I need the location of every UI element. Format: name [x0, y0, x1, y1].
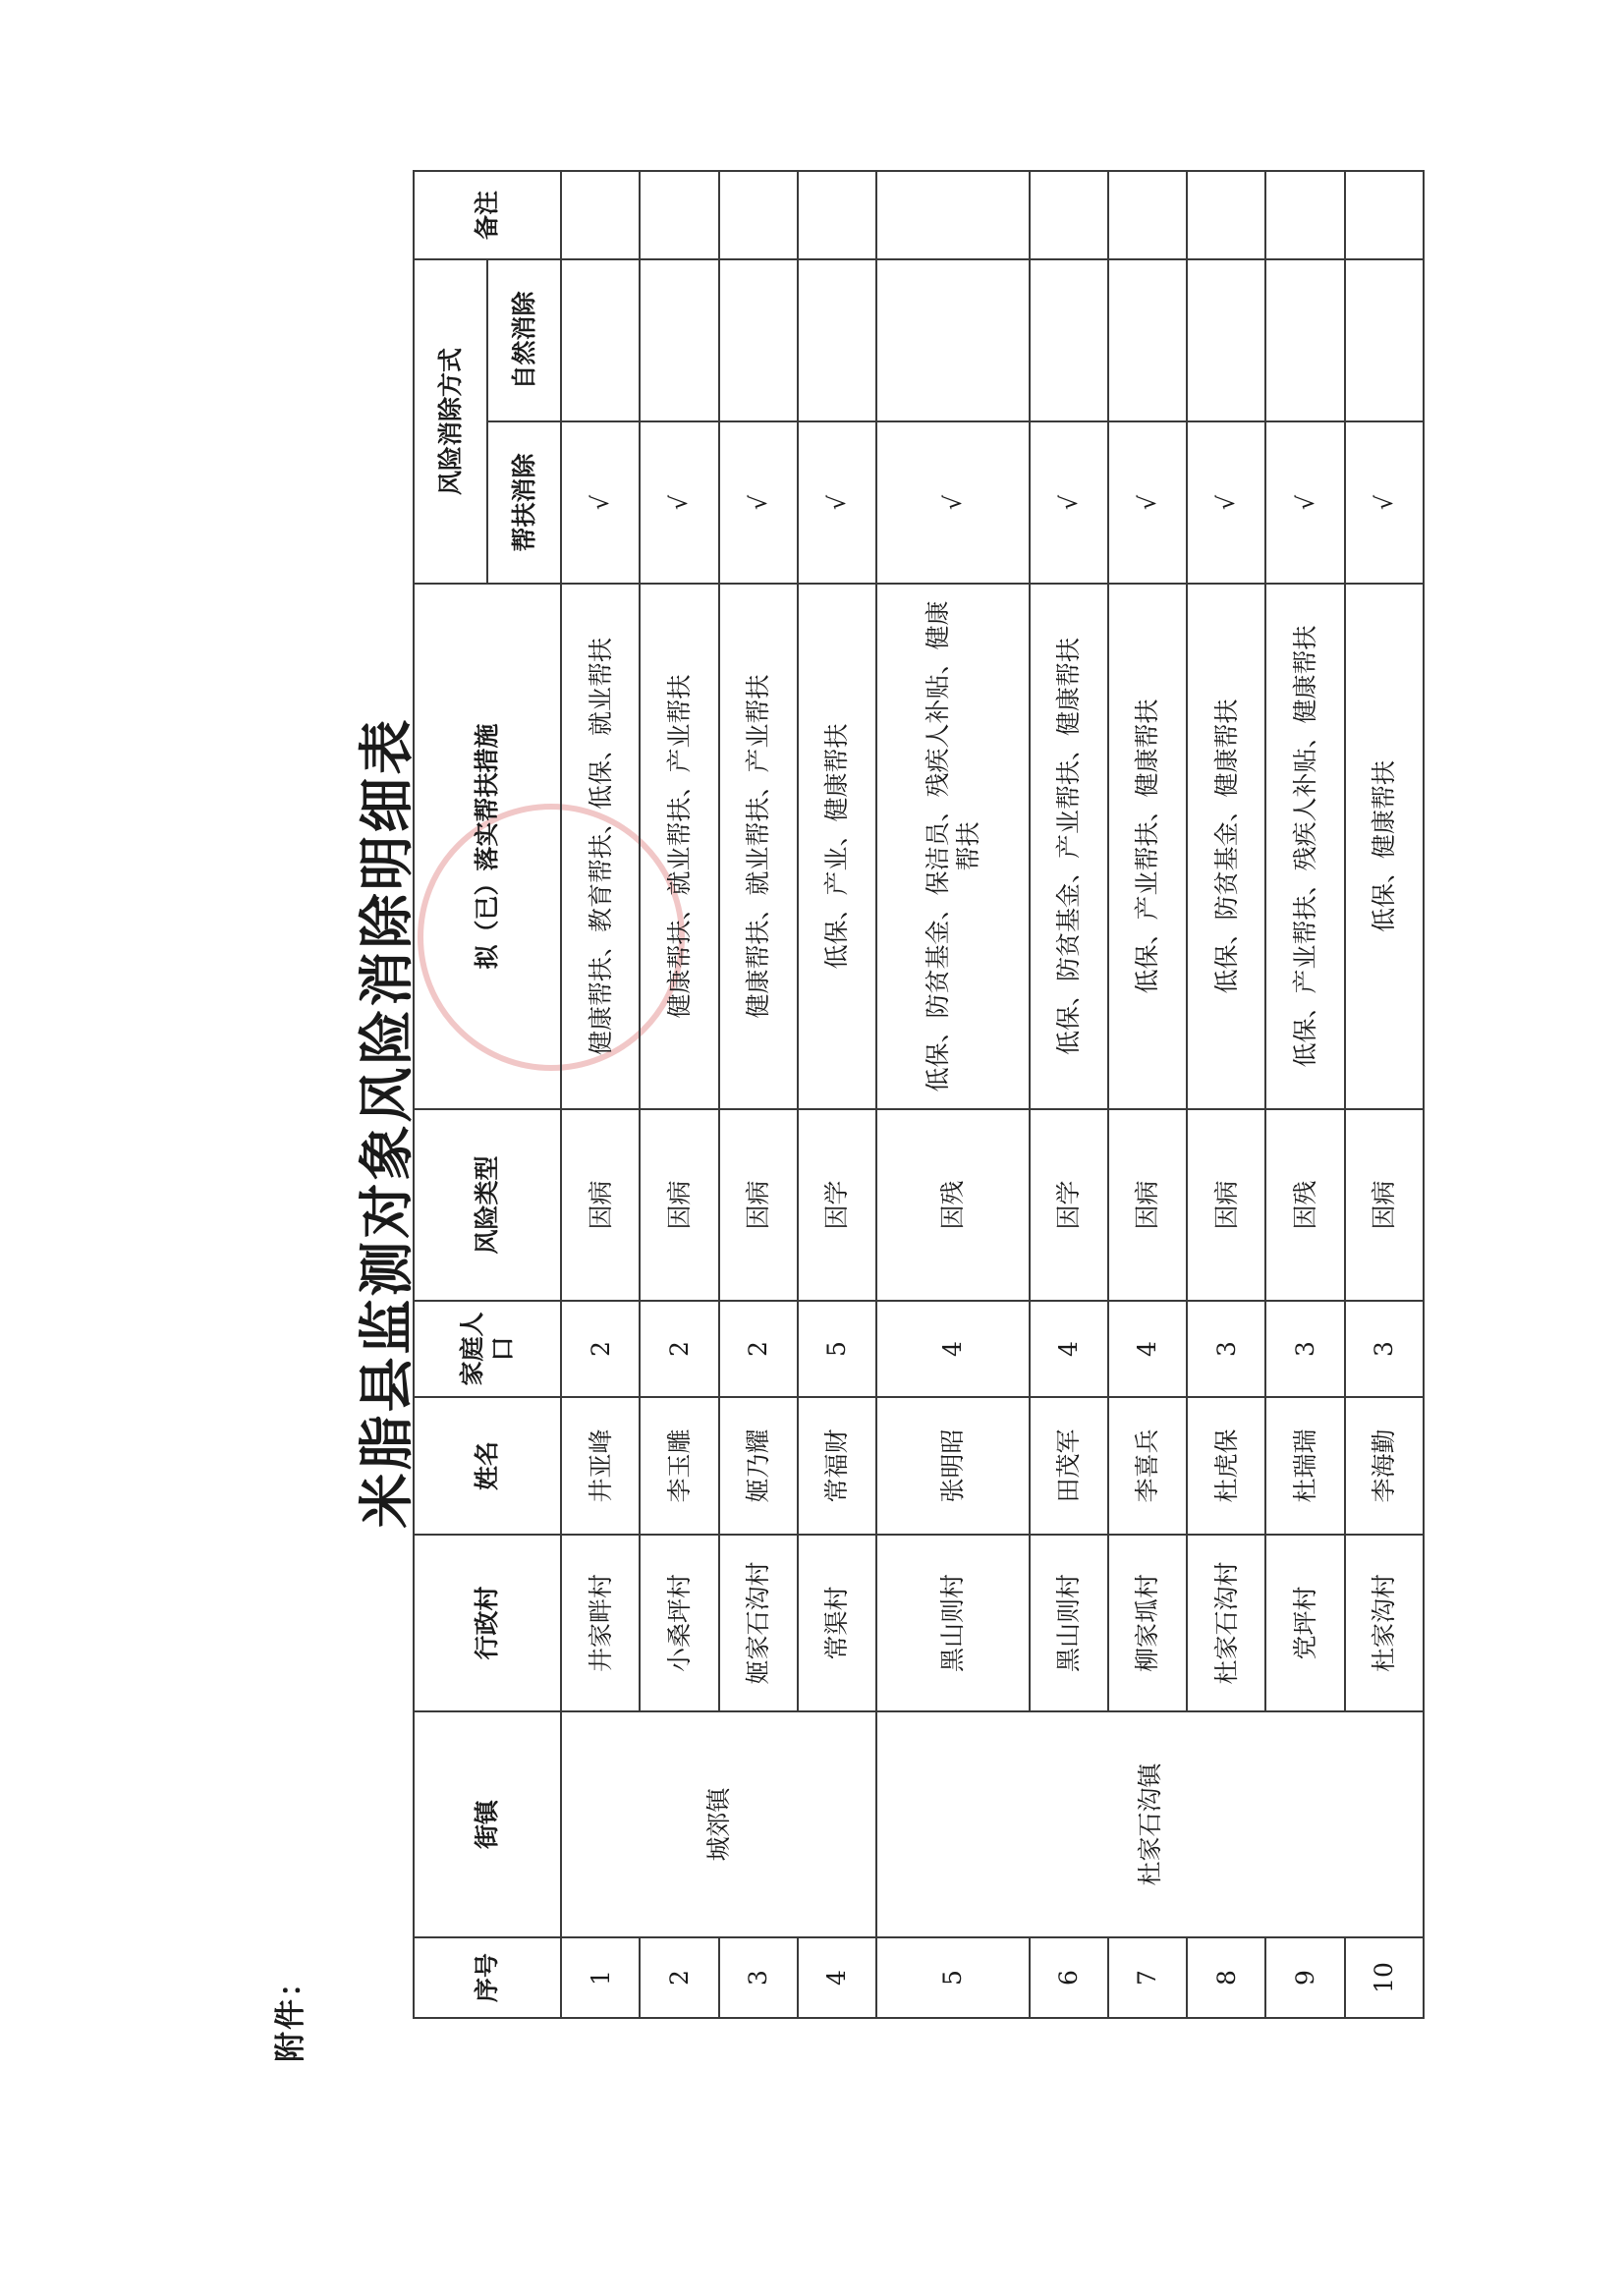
measures-cell: 健康帮扶、教育帮扶、低保、就业帮扶	[561, 584, 640, 1109]
village-cell: 井家畔村	[561, 1535, 640, 1711]
natural-check-cell	[640, 259, 718, 421]
assist-check-cell: √	[876, 421, 1030, 584]
measures-cell: 健康帮扶、就业帮扶、产业帮扶	[640, 584, 718, 1109]
measures-cell: 低保、防贫基金、产业帮扶、健康帮扶	[1030, 584, 1108, 1109]
header-seq: 序号	[414, 1937, 561, 2018]
header-family-size: 家庭人口	[414, 1301, 561, 1397]
assist-check-cell: √	[1030, 421, 1108, 584]
village-cell: 常渠村	[798, 1535, 876, 1711]
risk-type-cell: 因病	[561, 1109, 640, 1301]
family-size-cell: 2	[640, 1301, 718, 1397]
risk-elimination-table	[413, 170, 1425, 2019]
family-size-cell: 4	[876, 1301, 1030, 1397]
assist-check-cell: √	[1265, 421, 1344, 584]
table-body	[561, 171, 1424, 2018]
remark-cell	[1345, 171, 1424, 259]
risk-type-cell: 因病	[1108, 1109, 1187, 1301]
measures-cell: 低保、防贫基金、健康帮扶	[1187, 584, 1265, 1109]
assist-check-cell: √	[1345, 421, 1424, 584]
remark-cell	[876, 171, 1030, 259]
town-cell: 杜家石沟镇	[876, 1711, 1424, 1937]
village-cell: 柳家坬村	[1108, 1535, 1187, 1711]
family-size-cell: 2	[719, 1301, 798, 1397]
remark-cell	[1265, 171, 1344, 259]
name-cell: 李海勤	[1345, 1397, 1424, 1535]
measures-cell: 低保、健康帮扶	[1345, 584, 1424, 1109]
name-cell: 张明昭	[876, 1397, 1030, 1535]
risk-type-cell: 因学	[798, 1109, 876, 1301]
seq-cell: 10	[1345, 1937, 1424, 2018]
header-risk-type: 风险类型	[414, 1109, 561, 1301]
measures-cell: 低保、产业帮扶、残疾人补贴、健康帮扶	[1265, 584, 1344, 1109]
natural-check-cell	[1345, 259, 1424, 421]
measures-cell: 低保、产业帮扶、健康帮扶	[1108, 584, 1187, 1109]
risk-type-cell: 因病	[719, 1109, 798, 1301]
header-elimination-method: 风险消除方式	[414, 259, 487, 584]
measures-cell: 低保、产业、健康帮扶	[798, 584, 876, 1109]
seq-cell: 8	[1187, 1937, 1265, 2018]
remark-cell	[719, 171, 798, 259]
remark-cell	[640, 171, 718, 259]
document-sheet	[246, 123, 1464, 2088]
seq-cell: 5	[876, 1937, 1030, 2018]
attachment-label: 附件：	[273, 1965, 308, 2062]
risk-type-cell: 因病	[640, 1109, 718, 1301]
natural-check-cell	[1108, 259, 1187, 421]
village-cell: 小桑坪村	[640, 1535, 718, 1711]
measures-cell: 健康帮扶、就业帮扶、产业帮扶	[719, 584, 798, 1109]
town-cell: 城郊镇	[561, 1711, 876, 1937]
seq-cell: 2	[640, 1937, 718, 2018]
risk-type-cell: 因学	[1030, 1109, 1108, 1301]
page-title: 米脂县监测对象风险消除明细表	[356, 716, 420, 1529]
header-name: 姓名	[414, 1397, 561, 1535]
header-village: 行政村	[414, 1535, 561, 1711]
natural-check-cell	[1265, 259, 1344, 421]
assist-check-cell: √	[1108, 421, 1187, 584]
family-size-cell: 2	[561, 1301, 640, 1397]
risk-type-cell: 因残	[1265, 1109, 1344, 1301]
header-remark: 备注	[414, 171, 561, 259]
assist-check-cell: √	[640, 421, 718, 584]
family-size-cell: 4	[1108, 1301, 1187, 1397]
seq-cell: 7	[1108, 1937, 1187, 2018]
risk-type-cell: 因残	[876, 1109, 1030, 1301]
natural-check-cell	[719, 259, 798, 421]
seq-cell: 3	[719, 1937, 798, 2018]
natural-check-cell	[876, 259, 1030, 421]
name-cell: 田茂军	[1030, 1397, 1108, 1535]
assist-check-cell: √	[1187, 421, 1265, 584]
family-size-cell: 4	[1030, 1301, 1108, 1397]
seq-cell: 6	[1030, 1937, 1108, 2018]
name-cell: 井亚峰	[561, 1397, 640, 1535]
remark-cell	[561, 171, 640, 259]
family-size-cell: 3	[1345, 1301, 1424, 1397]
natural-check-cell	[798, 259, 876, 421]
seq-cell: 9	[1265, 1937, 1344, 2018]
family-size-cell: 5	[798, 1301, 876, 1397]
village-cell: 黑山则村	[1030, 1535, 1108, 1711]
village-cell: 杜家石沟村	[1187, 1535, 1265, 1711]
remark-cell	[798, 171, 876, 259]
name-cell: 常福财	[798, 1397, 876, 1535]
risk-type-cell: 因病	[1345, 1109, 1424, 1301]
village-cell: 杜家沟村	[1345, 1535, 1424, 1711]
table-row	[876, 171, 1030, 2018]
remark-cell	[1108, 171, 1187, 259]
header-measures: 拟（已）落实帮扶措施	[414, 584, 561, 1109]
name-cell: 杜瑞瑞	[1265, 1397, 1344, 1535]
village-cell: 党坪村	[1265, 1535, 1344, 1711]
village-cell: 黑山则村	[876, 1535, 1030, 1711]
name-cell: 姬乃耀	[719, 1397, 798, 1535]
assist-check-cell: √	[561, 421, 640, 584]
assist-check-cell: √	[719, 421, 798, 584]
measures-cell: 低保、防贫基金、保洁员、残疾人补贴、健康帮扶	[876, 584, 1030, 1109]
family-size-cell: 3	[1187, 1301, 1265, 1397]
header-town: 街镇	[414, 1711, 561, 1937]
family-size-cell: 3	[1265, 1301, 1344, 1397]
village-cell: 姬家石沟村	[719, 1535, 798, 1711]
natural-check-cell	[1187, 259, 1265, 421]
natural-check-cell	[1030, 259, 1108, 421]
name-cell: 杜虎保	[1187, 1397, 1265, 1535]
remark-cell	[1030, 171, 1108, 259]
header-assist: 帮扶消除	[487, 421, 561, 584]
table-row	[561, 171, 640, 2018]
seq-cell: 1	[561, 1937, 640, 2018]
natural-check-cell	[561, 259, 640, 421]
assist-check-cell: √	[798, 421, 876, 584]
name-cell: 李玉雕	[640, 1397, 718, 1535]
name-cell: 李喜兵	[1108, 1397, 1187, 1535]
header-natural: 自然消除	[487, 259, 561, 421]
remark-cell	[1187, 171, 1265, 259]
seq-cell: 4	[798, 1937, 876, 2018]
risk-type-cell: 因病	[1187, 1109, 1265, 1301]
